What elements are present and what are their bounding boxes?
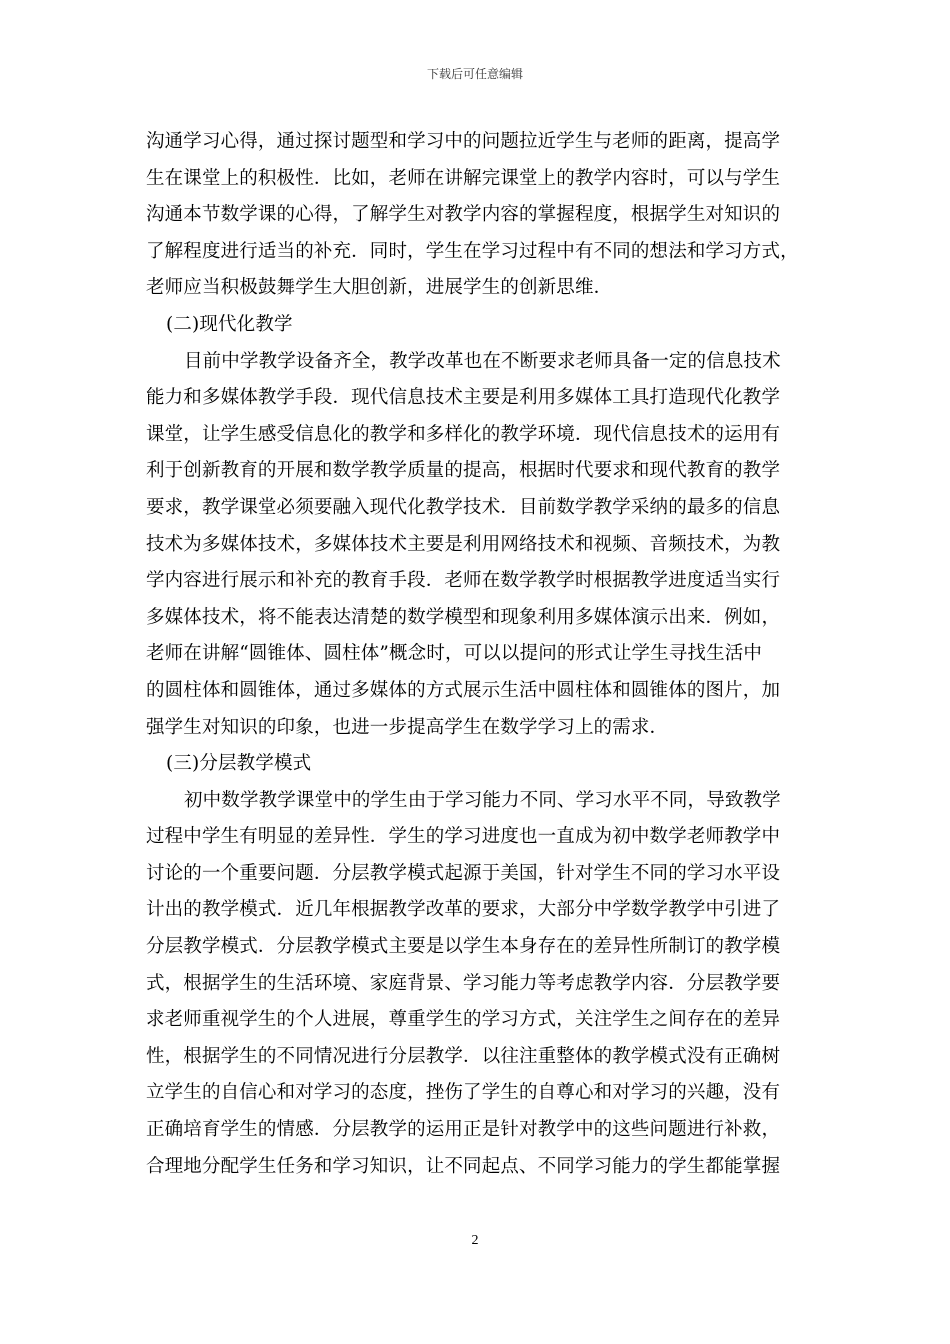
text-line: 老师应当积极鼓舞学生大胆创新，进展学生的创新思维． [146, 277, 613, 299]
text-line: 分层教学模式．分层教学模式主要是以学生本身存在的差异性所制订的教学模 [146, 936, 781, 958]
text-line: 生在课堂上的积极性．比如，老师在讲解完课堂上的教学内容时，可以与学生 [146, 167, 781, 189]
paragraph-layered-teaching [146, 783, 806, 1186]
text-line: 计出的教学模式．近几年根据教学改革的要求，大部分中学数学教学中引进了 [146, 899, 781, 921]
text-line: 老师在讲解“圆锥体、圆柱体”概念时，可以以提问的形式让学生寻找生活中 [146, 643, 763, 665]
section-heading-modern-teaching: (二)现代化教学 [166, 313, 293, 335]
text-line: 利于创新教育的开展和数学教学质量的提高，根据时代要求和现代教育的教学 [146, 460, 781, 482]
text-line: 了解程度进行适当的补充．同时，学生在学习过程中有不同的想法和学习方式， [146, 240, 799, 262]
text-line: 过程中学生有明显的差异性．学生的学习进度也一直成为初中数学老师教学中 [146, 826, 781, 848]
document-body [146, 124, 806, 1185]
paragraph-continued [146, 124, 806, 307]
text-line: 求老师重视学生的个人进展，尊重学生的学习方式，关注学生之间存在的差异 [146, 1009, 781, 1031]
page-header: 下载后可任意编辑 [426, 67, 523, 81]
text-line: 要求，教学课堂必须要融入现代化教学技术．目前数学教学采纳的最多的信息 [146, 496, 781, 518]
text-line: 讨论的一个重要问题．分层教学模式起源于美国，针对学生不同的学习水平设 [146, 862, 781, 884]
text-line: 多媒体技术，将不能表达清楚的数学模型和现象利用多媒体演示出来．例如， [146, 606, 781, 628]
text-line: 的圆柱体和圆锥体，通过多媒体的方式展示生活中圆柱体和圆锥体的图片，加 [146, 679, 781, 701]
text-line: 能力和多媒体教学手段．现代信息技术主要是利用多媒体工具打造现代化教学 [146, 387, 781, 409]
text-line: 立学生的自信心和对学习的态度，挫伤了学生的自尊心和对学习的兴趣，没有 [146, 1082, 781, 1104]
text-line: 学内容进行展示和补充的教育手段．老师在数学教学时根据教学进度适当实行 [146, 570, 781, 592]
text-line: 式，根据学生的生活环境、家庭背景、学习能力等考虑教学内容．分层教学要 [146, 972, 781, 994]
text-line: 课堂，让学生感受信息化的教学和多样化的教学环境．现代信息技术的运用有 [146, 423, 781, 445]
text-line: 技术为多媒体技术，多媒体技术主要是利用网络技术和视频、音频技术，为教 [146, 533, 781, 555]
page-number: 2 [471, 1233, 479, 1248]
text-line: 目前中学教学设备齐全，教学改革也在不断要求老师具备一定的信息技术 [184, 350, 781, 372]
text-line: 合理地分配学生任务和学习知识，让不同起点、不同学习能力的学生都能掌握 [146, 1155, 781, 1177]
text-line: 性，根据学生的不同情况进行分层教学．以往注重整体的教学模式没有正确树 [146, 1045, 781, 1067]
text-line: 沟通学习心得，通过探讨题型和学习中的问题拉近学生与老师的距离，提高学 [146, 131, 781, 152]
text-line: 沟通本节数学课的心得，了解学生对教学内容的掌握程度，根据学生对知识的 [146, 204, 781, 226]
text-line: 正确培育学生的情感．分层教学的运用正是针对教学中的这些问题进行补救， [146, 1119, 781, 1141]
paragraph-modern-teaching [146, 344, 806, 747]
section-heading-layered-teaching: (三)分层教学模式 [166, 753, 312, 775]
text-line: 初中数学教学课堂中的学生由于学习能力不同、学习水平不同，导致教学 [184, 789, 781, 811]
text-line: 强学生对知识的印象，也进一步提高学生在数学学习上的需求． [146, 716, 669, 738]
